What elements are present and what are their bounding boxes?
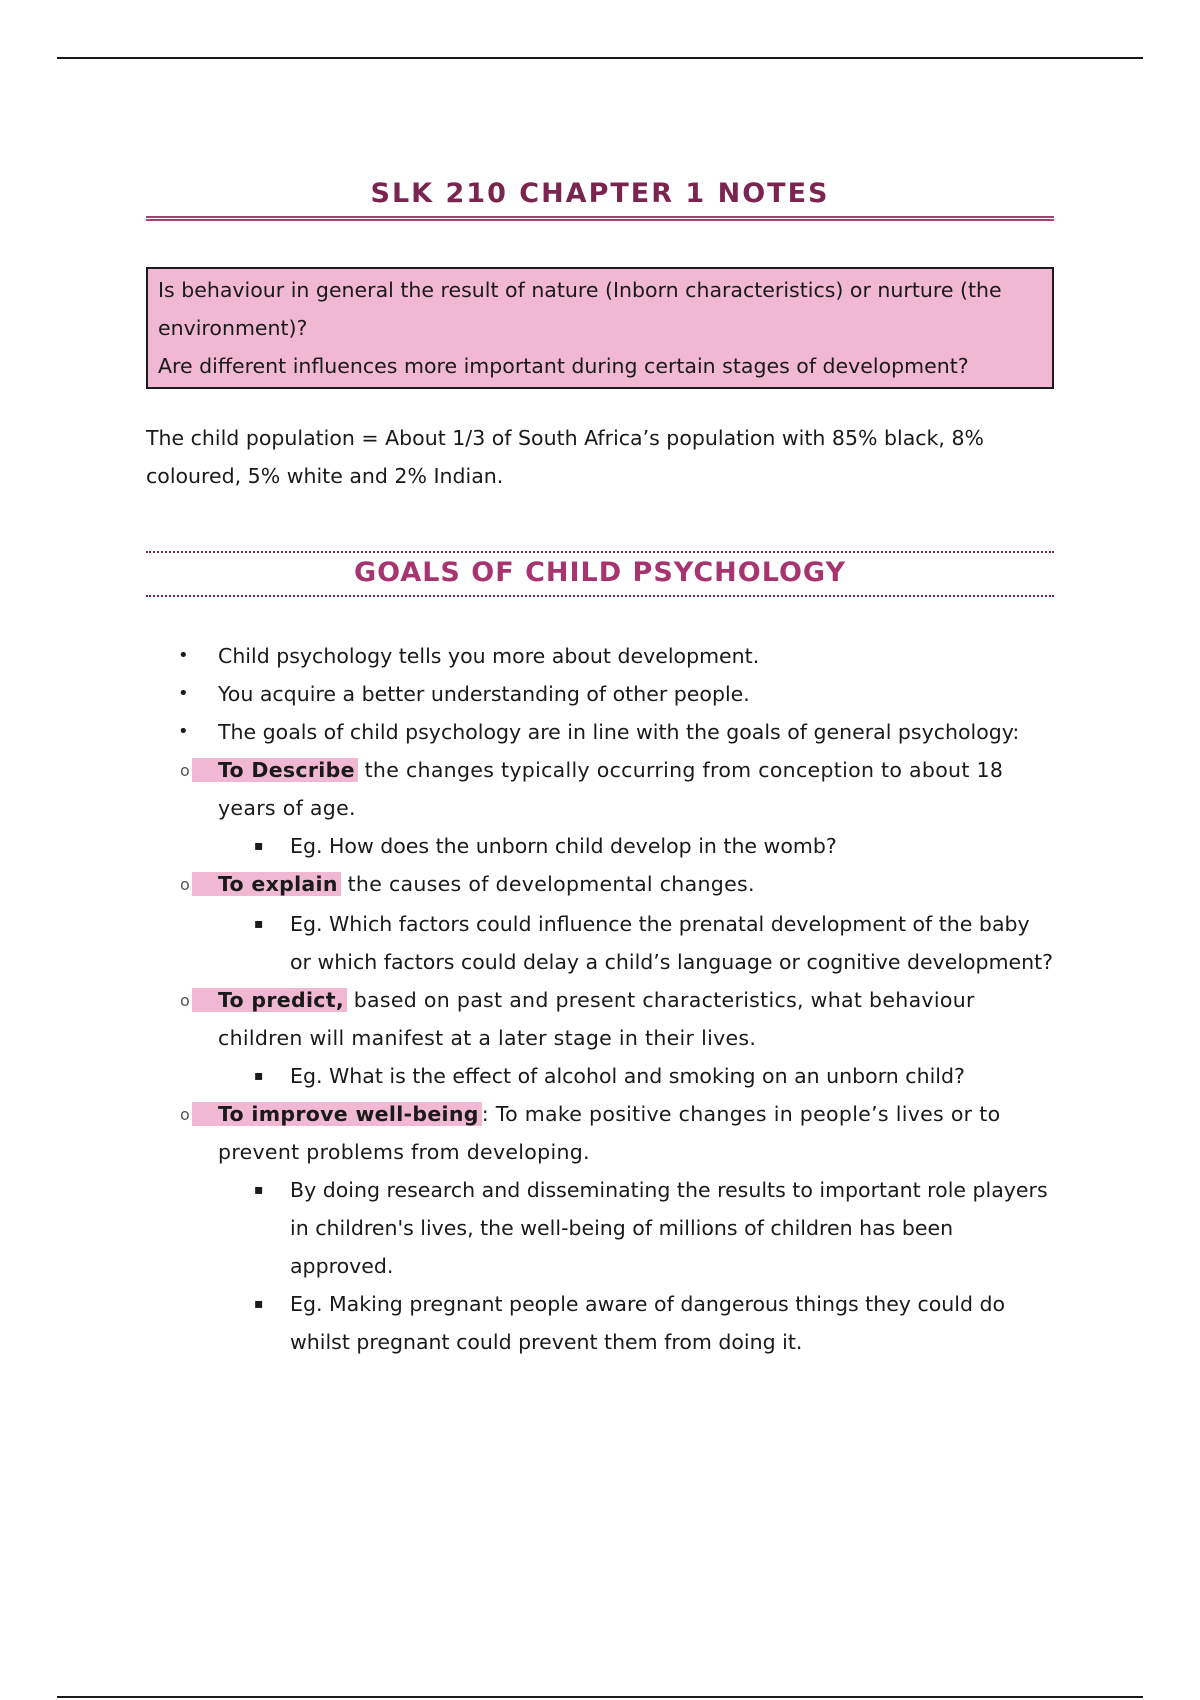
goal-term-highlight: To improve well-being [192,1102,482,1126]
goal-description: based on past and present characteristics, what behaviour children will manifest at a later stage in their lives. [218,988,975,1050]
goal-examples [218,1171,1054,1361]
example-item [218,827,1054,865]
goal-item-describe [146,751,1054,865]
goal-text [218,758,1003,820]
bullet-square-icon: ▪ [254,916,264,932]
example-item [218,905,1054,981]
key-questions-box [146,267,1054,389]
example-item [218,1171,1054,1285]
goal-examples [218,827,1054,865]
goal-examples [218,905,1054,981]
bullet-circle-icon: o [180,875,190,894]
bullet-disc-icon: • [178,721,189,742]
goal-item-improve [146,1095,1054,1361]
example-text: Eg. Making pregnant people aware of dangerous things they could do whilst pregnant could prevent them from doing it. [290,1292,1006,1354]
bullet-circle-icon: o [180,1105,190,1124]
goal-term-highlight: To Describe [192,758,358,782]
population-paragraph: The child population = About 1/3 of South Africa’s population with 85% black, 8% coloured, 5% white and 2% Indian. [146,426,984,488]
goal-text [218,872,755,896]
goal-term-highlight: To explain [192,872,341,896]
bullet-disc-icon: • [178,683,189,704]
bullet-disc-icon: • [178,645,189,666]
goal-description: : To make positive changes in people’s lives or to prevent problems from developing. [218,1102,1001,1164]
example-text: Eg. How does the unborn child develop in the womb? [290,834,837,858]
goal-text [218,1102,1000,1164]
goal-description: the causes of developmental changes. [340,872,755,896]
document-body [146,176,1054,1361]
question-nature-nurture: Is behaviour in general the result of nature (Inborn characteristics) or nurture (the environment)? [158,278,1002,340]
bullet-text: You acquire a better understanding of other people. [218,682,750,706]
goal-term-highlight: To predict, [192,988,347,1012]
page-bottom-rule [57,1696,1143,1698]
goals-sublist [146,751,1054,1361]
page-top-rule [57,57,1143,59]
bullet-square-icon: ▪ [254,838,264,854]
example-text: By doing research and disseminating the results to important role players in children's lives, the well-being of millions of children has been approved. [290,1178,1048,1278]
bullet-item [146,675,1054,713]
section-heading-goals: GOALS OF CHILD PSYCHOLOGY [146,551,1054,597]
example-item [218,1285,1054,1361]
bullet-text: The goals of child psychology are in line with the goals of general psychology: [218,720,1020,744]
bullet-circle-icon: o [180,991,190,1010]
example-text: Eg. What is the effect of alcohol and smoking on an unborn child? [290,1064,965,1088]
bullet-item [146,637,1054,675]
bullet-circle-icon: o [180,761,190,780]
goal-examples [218,1057,1054,1095]
bullet-text: Child psychology tells you more about development. [218,644,760,668]
example-text: Eg. Which factors could influence the prenatal development of the baby or which factors could delay a child’s language or cognitive development? [290,912,1054,974]
goal-text [218,988,975,1050]
goal-item-predict [146,981,1054,1095]
bullet-item [146,713,1054,751]
goal-description: the changes typically occurring from conception to about 18 years of age. [218,758,1004,820]
bullet-square-icon: ▪ [254,1068,264,1084]
goals-bullet-list [146,637,1054,751]
question-influences: Are different influences more important during certain stages of development? [158,354,969,378]
document-title: SLK 210 CHAPTER 1 NOTES [146,176,1054,221]
example-item [218,1057,1054,1095]
goals-list-container [146,637,1054,1361]
bullet-square-icon: ▪ [254,1296,264,1312]
bullet-square-icon: ▪ [254,1182,264,1198]
goal-item-explain [146,865,1054,981]
